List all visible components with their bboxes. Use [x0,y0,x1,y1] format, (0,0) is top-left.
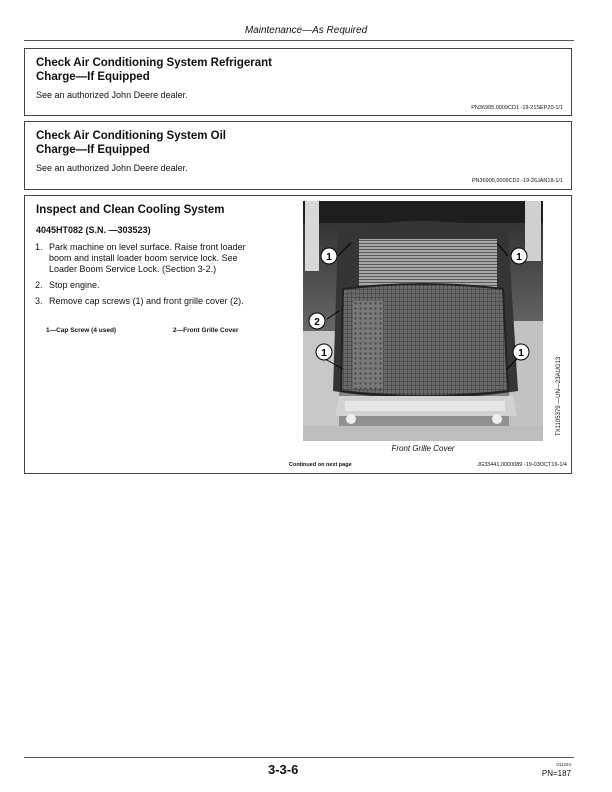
step-list [35,242,290,312]
page-number: 3-3-6 [268,762,299,777]
step-item [35,242,290,275]
step-text-line1: Remove cap screws (1) and front grille cover (2). [49,296,244,306]
section-ref: PN36905,0009CD2 -19-26JAN18-1/1 [471,178,563,184]
step-number: 1. [35,242,43,252]
legend-cap-screw: 1—Cap Screw (4 used) [46,327,117,334]
section-title-line1: Check Air Conditioning System Refrigerant [36,57,272,69]
section-refrigerant-charge [24,48,572,116]
section-oil-charge [24,121,572,190]
step-item [35,280,290,291]
callout-1: 1 [326,252,332,263]
page-header-title: Maintenance—As Required [244,25,368,36]
section-title-line1: Check Air Conditioning System Oil [36,130,226,142]
section-title [36,130,226,157]
section-body: See an authorized John Deere dealer. [36,163,188,173]
step-text-line3: Loader Boom Service Lock. (Section 3-2.) [49,264,217,274]
step-item [35,296,290,307]
step-text-line1: Stop engine. [49,280,100,290]
callout-1: 1 [516,252,522,263]
section-ref: JG33441,0000089 -19-03OCT16-1/4 [477,462,567,468]
continued-note: Continued on next page [289,462,352,468]
callout-2: 2 [314,317,320,328]
step-number: 3. [35,296,43,306]
photo-caption: Front Grille Cover [391,444,455,453]
footer-rule [24,757,574,758]
legend-grille-cover: 2—Front Grille Cover [173,327,239,334]
pn-number: PN=187 [541,769,571,778]
section-title [36,57,272,84]
section-subtitle: 4045HT082 (S.N. —303523) [36,225,151,235]
header-rule [24,40,574,41]
step-number: 2. [35,280,43,290]
section-ref: PN36905,0009CD1 -19-21SEP20-1/1 [471,105,563,111]
callout-1: 1 [518,348,524,359]
footer-code: 011224 [556,762,571,767]
step-text-line1: Park machine on level surface. Raise front loader [49,242,246,252]
step-text-line2: boom and install loader boom service lock. See [49,253,238,263]
image-id-label: TX1105379 —UN—23AUG13 [556,356,562,436]
callout-1: 1 [321,348,327,359]
section-title-line2: Charge—If Equipped [36,143,150,156]
section-title-line2: Charge—If Equipped [36,70,150,83]
grille-photo [303,201,543,441]
section-body: See an authorized John Deere dealer. [36,90,188,100]
section-title: Inspect and Clean Cooling System [36,204,225,216]
